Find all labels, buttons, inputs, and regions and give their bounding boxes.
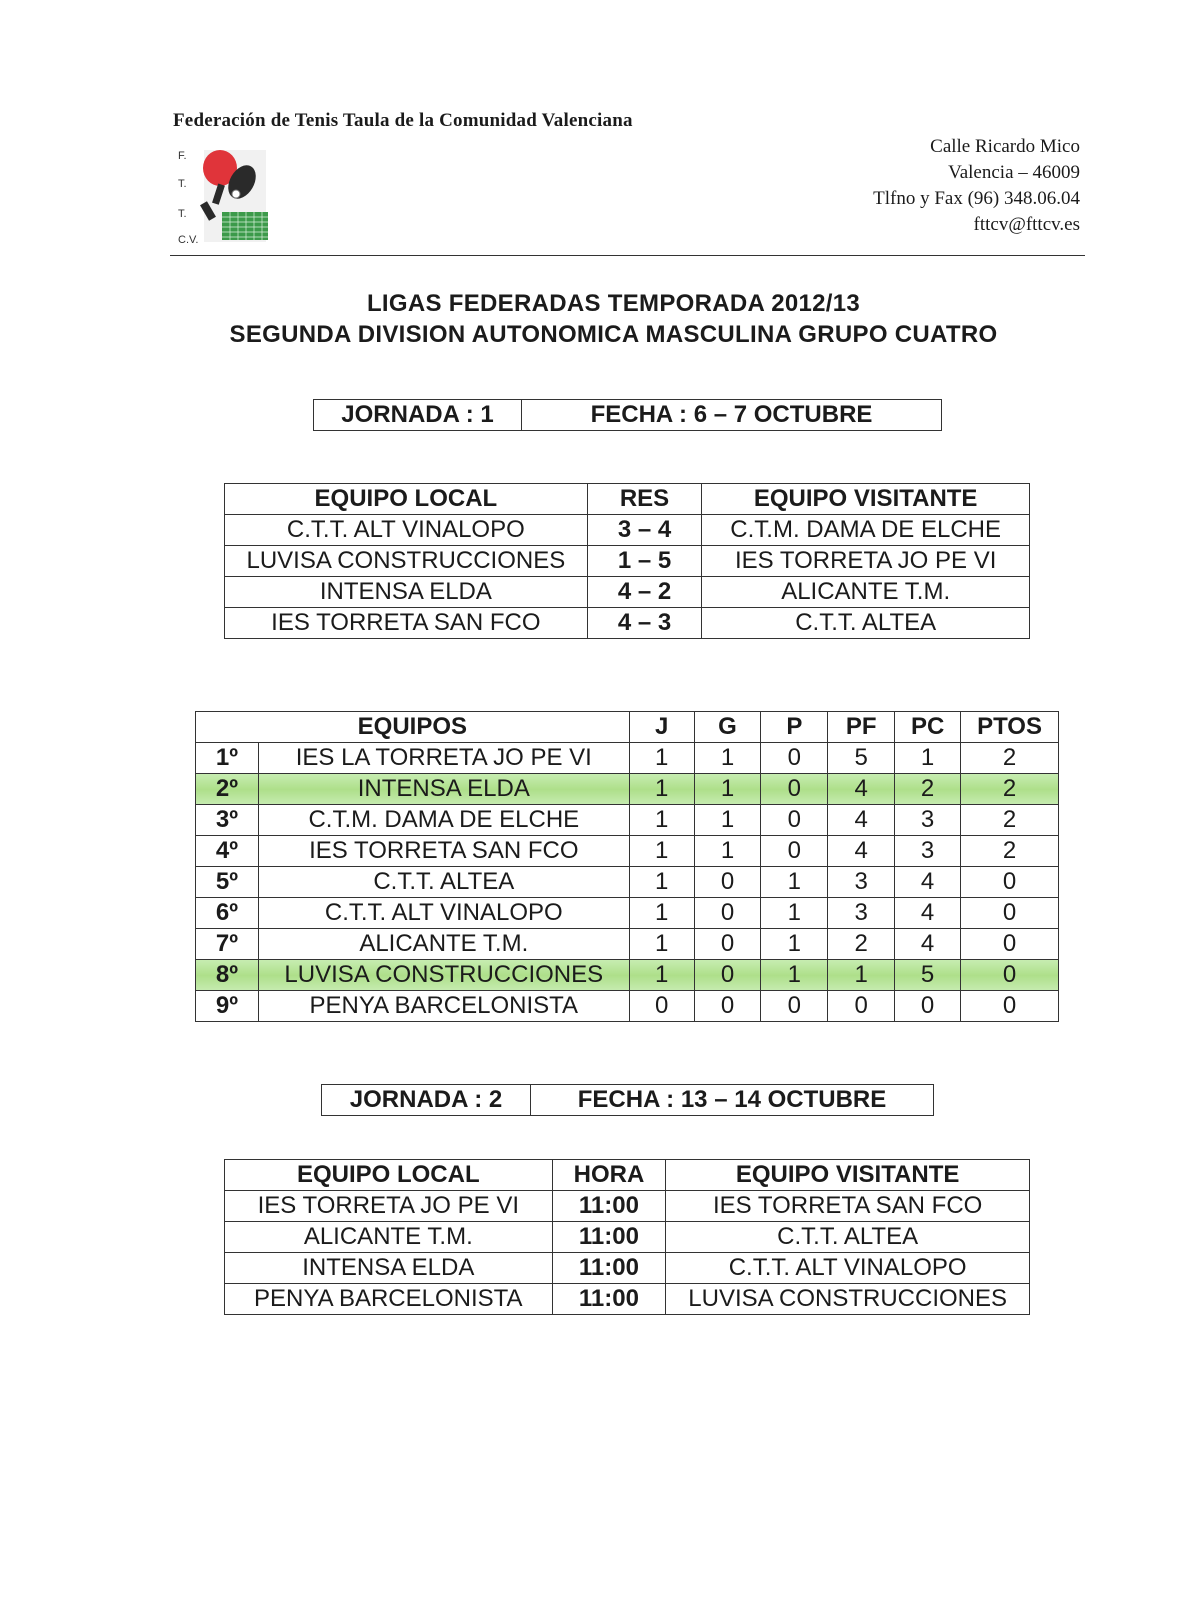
standings-table [195, 711, 1059, 1022]
jornada-2-date: FECHA : 13 – 14 OCTUBRE [530, 1085, 933, 1115]
standings-g: 0 [694, 929, 761, 960]
standings-j: 1 [629, 867, 694, 898]
header-equipos: EQUIPOS [196, 712, 630, 743]
address-city: Valencia – 46009 [948, 162, 1080, 183]
jornada-1-date: FECHA : 6 – 7 OCTUBRE [521, 400, 941, 430]
standings-pf: 4 [828, 774, 895, 805]
federation-name: Federación de Tenis Taula de la Comunidad Valenciana [173, 110, 633, 131]
standings-g: 0 [694, 960, 761, 991]
standings-pf: 3 [828, 867, 895, 898]
table-row [225, 1191, 1030, 1222]
title-line-2: SEGUNDA DIVISION AUTONOMICA MASCULINA GRUPO CUATRO [229, 321, 998, 348]
standings-ptos: 2 [961, 774, 1059, 805]
standings-pos: 9º [196, 991, 259, 1022]
table-row [225, 577, 1030, 608]
address-block [873, 134, 1080, 238]
table-row [196, 898, 1059, 929]
visiting-team: IES TORRETA JO PE VI [702, 546, 1030, 577]
jornada-2-label: JORNADA : 2 [349, 1086, 503, 1113]
header-res: RES [587, 484, 702, 515]
table-row [196, 836, 1059, 867]
standings-pc: 4 [895, 898, 961, 929]
standings-j: 1 [629, 929, 694, 960]
local-team: PENYA BARCELONISTA [225, 1284, 553, 1315]
standings-p: 0 [761, 836, 828, 867]
standings-pos: 7º [196, 929, 259, 960]
standings-pos: 5º [196, 867, 259, 898]
visiting-team: C.T.T. ALTEA [666, 1222, 1030, 1253]
standings-pf: 4 [828, 836, 895, 867]
match-time: 11:00 [552, 1191, 666, 1222]
result: 1 – 5 [587, 546, 702, 577]
logo-letter-f: F. [178, 150, 187, 162]
header-ptos: PTOS [961, 712, 1059, 743]
match-time: 11:00 [552, 1253, 666, 1284]
header-pc: PC [895, 712, 961, 743]
header-equipo-visitante: EQUIPO VISITANTE [666, 1160, 1030, 1191]
standings-pf: 0 [828, 991, 895, 1022]
logo-letter-cv: C.V. [178, 234, 199, 246]
standings-j: 1 [629, 898, 694, 929]
standings-p: 0 [761, 991, 828, 1022]
address-street: Calle Ricardo Mico [930, 136, 1080, 157]
standings-pc: 4 [895, 929, 961, 960]
standings-ptos: 2 [961, 805, 1059, 836]
standings-ptos: 0 [961, 960, 1059, 991]
standings-pos: 2º [196, 774, 259, 805]
table-header-row [225, 484, 1030, 515]
standings-pf: 1 [828, 960, 895, 991]
standings-g: 0 [694, 898, 761, 929]
table-row [225, 1253, 1030, 1284]
standings-pos: 8º [196, 960, 259, 991]
standings-j: 1 [629, 743, 694, 774]
standings-team: C.T.T. ALT VINALOPO [258, 898, 629, 929]
result: 4 – 3 [587, 608, 702, 639]
logo-letter-t1: T. [178, 178, 187, 190]
local-team: C.T.T. ALT VINALOPO [225, 515, 588, 546]
standings-g: 1 [694, 774, 761, 805]
header-p: P [761, 712, 828, 743]
visiting-team: LUVISA CONSTRUCCIONES [666, 1284, 1030, 1315]
standings-j: 1 [629, 805, 694, 836]
match-time: 11:00 [552, 1284, 666, 1315]
standings-j: 0 [629, 991, 694, 1022]
standings-g: 1 [694, 836, 761, 867]
standings-g: 1 [694, 743, 761, 774]
standings-p: 0 [761, 805, 828, 836]
standings-ptos: 0 [961, 867, 1059, 898]
header-equipo-local: EQUIPO LOCAL [225, 1160, 553, 1191]
standings-j: 1 [629, 836, 694, 867]
table-row [225, 515, 1030, 546]
address-phone: Tlfno y Fax (96) 348.06.04 [873, 188, 1080, 209]
ping-pong-logo-icon [178, 146, 270, 248]
table-row [196, 960, 1059, 991]
standings-pos: 1º [196, 743, 259, 774]
visiting-team: ALICANTE T.M. [702, 577, 1030, 608]
local-team: IES TORRETA JO PE VI [225, 1191, 553, 1222]
table-row [196, 929, 1059, 960]
visiting-team: C.T.T. ALT VINALOPO [666, 1253, 1030, 1284]
standings-ptos: 0 [961, 929, 1059, 960]
jornada-1-label: JORNADA : 1 [341, 401, 494, 428]
standings-team: IES TORRETA SAN FCO [258, 836, 629, 867]
local-team: IES TORRETA SAN FCO [225, 608, 588, 639]
standings-pc: 5 [895, 960, 961, 991]
address-email: fttcv@fttcv.es [973, 214, 1080, 235]
standings-team: INTENSA ELDA [258, 774, 629, 805]
standings-pos: 6º [196, 898, 259, 929]
match-time: 11:00 [552, 1222, 666, 1253]
table-row [196, 805, 1059, 836]
jornada-2-header [321, 1084, 934, 1116]
header-hora: HORA [552, 1160, 666, 1191]
local-team: ALICANTE T.M. [225, 1222, 553, 1253]
standings-pc: 2 [895, 774, 961, 805]
table-row [196, 991, 1059, 1022]
header-equipo-local: EQUIPO LOCAL [225, 484, 588, 515]
page-title [0, 288, 1201, 350]
table-header-row [196, 712, 1059, 743]
jornada-2-schedule-table [224, 1159, 1030, 1315]
standings-team: ALICANTE T.M. [258, 929, 629, 960]
standings-p: 0 [761, 743, 828, 774]
header-j: J [629, 712, 694, 743]
logo-letter-t2: T. [178, 208, 187, 220]
table-row [225, 608, 1030, 639]
local-team: INTENSA ELDA [225, 1253, 553, 1284]
standings-p: 1 [761, 929, 828, 960]
standings-team: C.T.T. ALTEA [258, 867, 629, 898]
jornada-1-header [313, 399, 942, 431]
standings-p: 0 [761, 774, 828, 805]
standings-p: 1 [761, 898, 828, 929]
standings-g: 0 [694, 867, 761, 898]
standings-p: 1 [761, 867, 828, 898]
result: 4 – 2 [587, 577, 702, 608]
visiting-team: C.T.T. ALTEA [702, 608, 1030, 639]
visiting-team: C.T.M. DAMA DE ELCHE [702, 515, 1030, 546]
header-divider [170, 255, 1085, 256]
standings-team: IES LA TORRETA JO PE VI [258, 743, 629, 774]
standings-pc: 4 [895, 867, 961, 898]
standings-pc: 3 [895, 805, 961, 836]
table-row [196, 774, 1059, 805]
table-row [225, 1284, 1030, 1315]
header-pf: PF [828, 712, 895, 743]
standings-pc: 1 [895, 743, 961, 774]
local-team: LUVISA CONSTRUCCIONES [225, 546, 588, 577]
standings-team: LUVISA CONSTRUCCIONES [258, 960, 629, 991]
visiting-team: IES TORRETA SAN FCO [666, 1191, 1030, 1222]
standings-j: 1 [629, 774, 694, 805]
title-line-1: LIGAS FEDERADAS TEMPORADA 2012/13 [366, 290, 861, 317]
standings-pf: 4 [828, 805, 895, 836]
local-team: INTENSA ELDA [225, 577, 588, 608]
table-row [225, 546, 1030, 577]
table-row [196, 743, 1059, 774]
federation-logo [178, 146, 270, 248]
header-g: G [694, 712, 761, 743]
standings-ptos: 0 [961, 898, 1059, 929]
standings-pc: 3 [895, 836, 961, 867]
standings-ptos: 0 [961, 991, 1059, 1022]
result: 3 – 4 [587, 515, 702, 546]
standings-pf: 2 [828, 929, 895, 960]
jornada-1-results-table [224, 483, 1030, 639]
standings-pc: 0 [895, 991, 961, 1022]
header-equipo-visitante: EQUIPO VISITANTE [702, 484, 1030, 515]
standings-pos: 4º [196, 836, 259, 867]
table-header-row [225, 1160, 1030, 1191]
standings-p: 1 [761, 960, 828, 991]
standings-j: 1 [629, 960, 694, 991]
table-row [225, 1222, 1030, 1253]
standings-team: C.T.M. DAMA DE ELCHE [258, 805, 629, 836]
standings-g: 1 [694, 805, 761, 836]
standings-ptos: 2 [961, 743, 1059, 774]
standings-ptos: 2 [961, 836, 1059, 867]
standings-pos: 3º [196, 805, 259, 836]
table-row [196, 867, 1059, 898]
standings-team: PENYA BARCELONISTA [258, 991, 629, 1022]
standings-g: 0 [694, 991, 761, 1022]
standings-pf: 3 [828, 898, 895, 929]
standings-pf: 5 [828, 743, 895, 774]
